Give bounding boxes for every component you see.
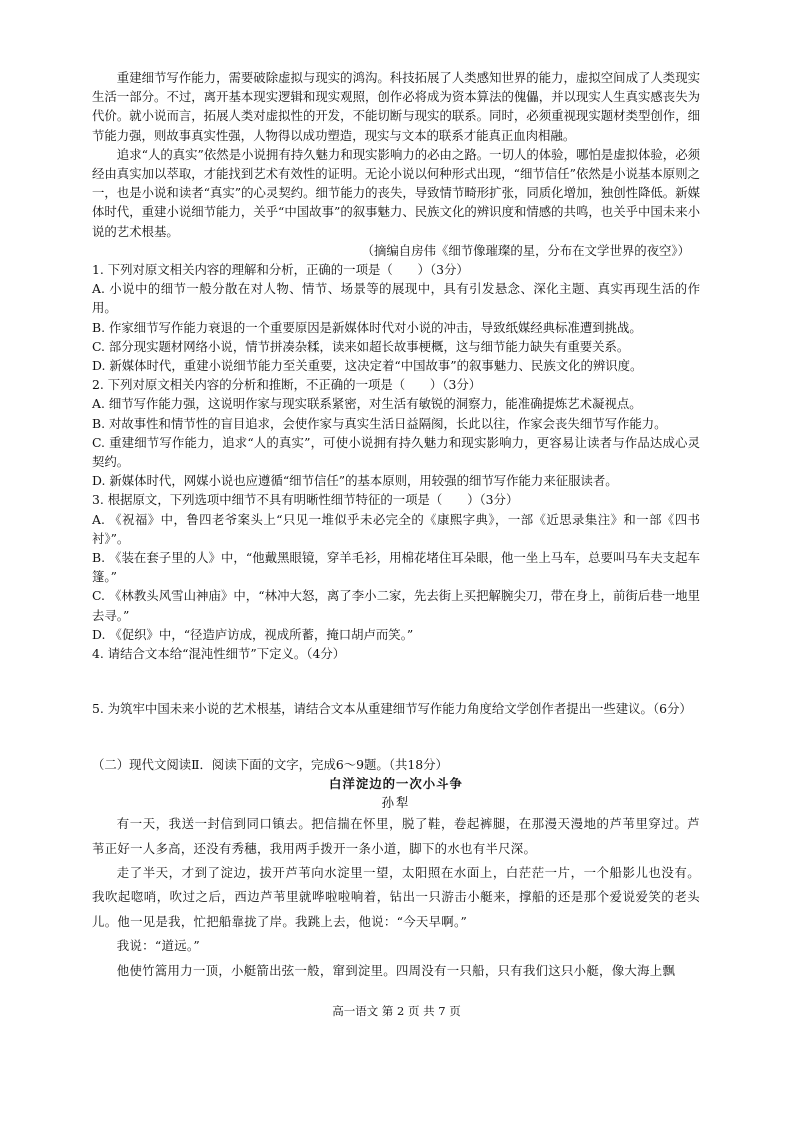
story-paragraph: 走了半天，才到了淀边，拔开芦苇向水淀里一望，太阳照在水面上，白茫茫一片，一个船影儿也没有。我吹起唿哨，吹过之后，西边芦苇里就哗啦啦响着，钻出一只游击小艇来，撑船的还是那个爱说爱笑的老头儿。他一见是我，忙把船靠拢了岸。我跳上去，他说：“今天早啊。” [92,864,700,929]
question-line: 2. 下列对原文相关内容的分析和推断，不正确的一项是（ ）（3分） [92,377,482,393]
answer-space-q4 [92,663,700,699]
question-line: D. 新媒体时代，重建小说细节能力至关重要，这决定着“中国故事”的叙事魅力、民族文化的辨识度。 [92,358,643,374]
question-list [92,260,700,663]
passage-paragraph-1: 重建细节写作能力，需要破除虚拟与现实的鸿沟。科技拓展了人类感知世界的能力，虚拟空间成了人类现实生活一部分。不过，离开基本现实逻辑和现实观照，创作必将成为资本算法的傀儡，并以现实人生真实感丧失为代价。就小说而言，拓展人类对虚拟性的开发，不能切断与现实的联系。同时，必须重视现实题材类型创作，细节能力强，则故事真实性强，人物得以成功塑造，现实与文本的联系才能真正血肉相融。 [92,70,700,143]
story-title: 白洋淀边的一次小斗争 [329,775,463,791]
page-footer: 高一语文 第 2 页 共 7 页 [332,1004,461,1018]
question-line: A. 小说中的细节一般分散在对人物、情节、场景等的展现中，具有引发悬念、深化主题、真实再现生活的作用。 [92,281,700,316]
passage-continuation [92,68,700,983]
story-body [92,812,700,983]
story-author: 孙犁 [381,794,411,810]
question-line: C. 《林教头风雪山神庙》中，“林冲大怒，离了李小二家，先去街上买把解腕尖刀，带在身上，前街后巷一地里去寻。” [92,588,700,623]
section-heading: （二）现代文阅读Ⅱ．阅读下面的文字，完成6～9题。（共18分） [92,756,448,772]
question-line: A. 细节写作能力强，这说明作家与现实联系紧密，对生活有敏锐的洞察力，能准确提炼艺术凝视点。 [92,396,642,412]
passage-paragraph-2: 追求“人的真实”依然是小说拥有持久魅力和现实影响力的必由之路。一切人的体验，哪怕是虚拟体验，必须经由真实加以萃取，才能找到艺术有效性的证明。无论小说以何种形式出现，“细节信任”依然是小说基本原则之一，也是小说和读者“真实”的心灵契约。细节能力的丧失，导致情节畸形扩张，同质化增加，独创性降低。新媒体时代，重建小说细节能力，关乎“中国故事”的叙事魅力、民族文化的辨识度和情感的共鸣，也关乎中国未来小说的艺术根基。 [92,146,700,239]
passage-source: （摘编自房伟《细节像璀璨的星，分布在文学世界的夜空》） [361,242,690,258]
story-paragraph: 有一天，我送一封信到同口镇去。把信揣在怀里，脱了鞋，卷起裤腿，在那漫天漫地的芦苇里穿过。芦苇正好一人多高，还没有秀穗，我用两手拨开一条小道，脚下的水也有半尺深。 [92,816,700,856]
question-5: 5. 为筑牢中国未来小说的艺术根基，请结合文本从重建细节写作能力角度给文学创作者提出一些建议。（6分） [92,701,692,717]
question-line: 3. 根据原文，下列选项中细节不具有明晰性细节特征的一项是（ ）（3分） [92,492,519,508]
answer-space-q5 [92,719,700,755]
question-line: 1. 下列对原文相关内容的理解和分析，正确的一项是（ ）（3分） [92,262,469,278]
question-line: B. 《装在套子里的人》中，“他戴黑眼镜，穿羊毛衫，用棉花堵住耳朵眼，他一坐上马车，总要叫马车夫支起车篷。” [92,550,700,585]
question-line: C. 部分现实题材网络小说，情节拼凑杂糅，读来如超长故事梗概，这与细节能力缺失有重要关系。 [92,338,630,354]
story-paragraph: 我说：“道远。” [116,938,201,954]
question-line: D. 新媒体时代，网媒小说也应遵循“细节信任”的基本原则，用较强的细节写作能力来征服读者。 [92,473,618,489]
question-line: B. 对故事性和情节性的盲目追求，会使作家与真实生活日益隔阂，长此以往，作家会丧失细节写作能力。 [92,415,667,431]
question-line: B. 作家细节写作能力衰退的一个重要原因是新媒体时代对小说的冲击，导致纸媒经典标准遭到挑战。 [92,319,642,335]
question-line: C. 重建细节写作能力，追求“人的真实”，可使小说拥有持久魅力和现实影响力，更容易让读者与作品达成心灵契约。 [92,434,700,470]
question-line: 4. 请结合文本给“混沌性细节”下定义。（4分） [92,646,346,662]
story-paragraph: 他使竹篙用力一顶，小艇箭出弦一般，窜到淀里。四周没有一只船，只有我们这只小艇，像大海上飘 [116,962,676,978]
question-line: A. 《祝福》中，鲁四老爷案头上“只见一堆似乎未必完全的《康熙字典》，一部《近思录集注》和一部《四书衬》”。 [92,511,700,546]
question-line: D. 《促织》中，“径造庐访成，视成所蓄，掩口胡卢而笑。” [92,626,414,642]
